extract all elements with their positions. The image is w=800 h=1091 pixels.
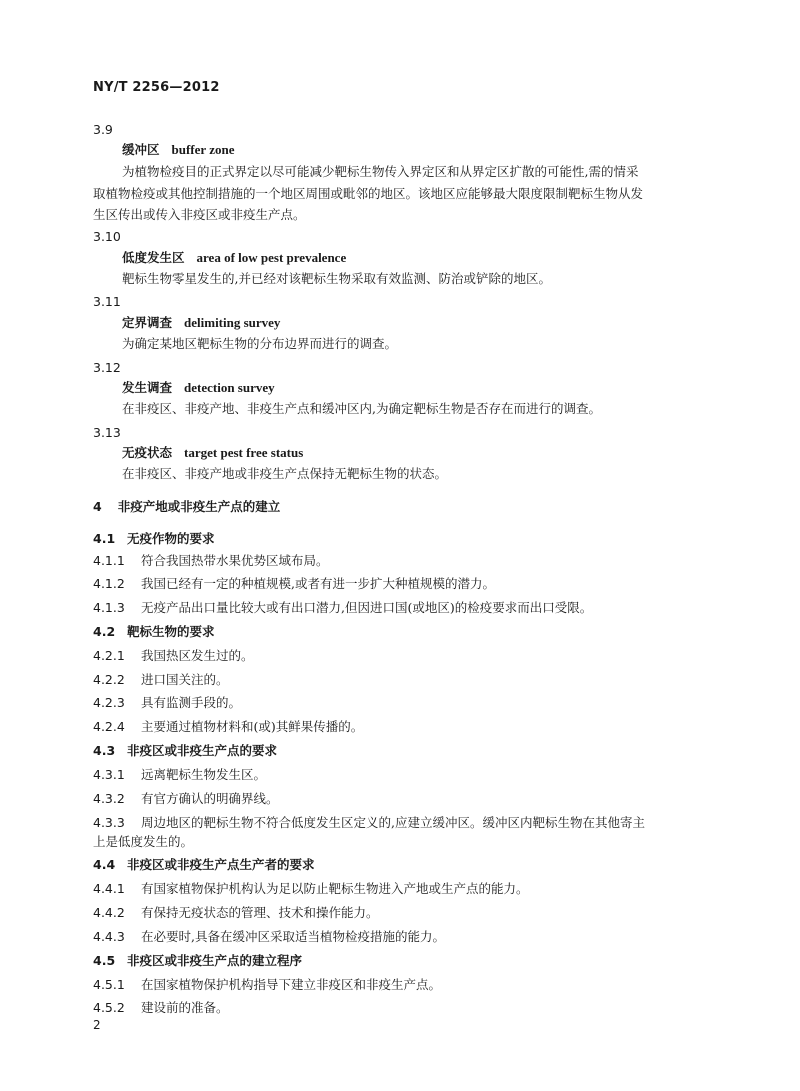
- clause-text: 无疫作物的要求: [127, 531, 215, 546]
- subsection-heading: [93, 531, 215, 547]
- clause-number: 4.3.2: [93, 791, 125, 806]
- clause-number: 4.2.2: [93, 672, 125, 687]
- def-body-line: 为确定某地区靶标生物的分布边界而进行的调查。: [122, 336, 398, 351]
- clause-item: [93, 791, 279, 807]
- clause-item: [93, 719, 363, 735]
- clause-number: 4.5: [93, 953, 116, 968]
- clause-item: [93, 672, 229, 688]
- clause-item: [93, 977, 441, 993]
- def-term: 发生调查 detection survey: [122, 380, 275, 395]
- clause-number: 4.3.1: [93, 767, 125, 782]
- clause-text: 在国家植物保护机构指导下建立非疫区和非疫生产点。: [141, 977, 442, 992]
- clause-text: 周边地区的靶标生物不符合低度发生区定义的,应建立缓冲区。缓冲区内靶标生物在其他寄主: [141, 815, 645, 830]
- def-body-line: 为植物检疫目的正式界定以尽可能减少靶标生物传入界定区和从界定区扩散的可能性,需的情采: [122, 164, 639, 179]
- clause-number: 4.5.1: [93, 977, 125, 992]
- clause-item: [93, 695, 241, 711]
- subsection-heading: [93, 743, 277, 759]
- clause-text: 在必要时,具备在缓冲区采取适当植物检疫措施的能力。: [141, 929, 445, 944]
- clause-number: 4.2: [93, 624, 116, 639]
- clause-number: 4.4.1: [93, 881, 125, 896]
- clause-number: 4.5.2: [93, 1000, 125, 1015]
- clause-text: 远离靶标生物发生区。: [141, 767, 267, 782]
- clause-item: [93, 576, 495, 592]
- clause-number: 4.2.3: [93, 695, 125, 710]
- clause-item: [93, 767, 266, 783]
- def-body-line: 生区传出或传入非疫区或非疫生产点。: [93, 207, 306, 222]
- clause-text: 我国已经有一定的种植规模,或者有进一步扩大种植规模的潜力。: [141, 576, 495, 591]
- clause-text: 主要通过植物材料和(或)其鲜果传播的。: [141, 719, 364, 734]
- clause-number: 4.4.2: [93, 905, 125, 920]
- def-term: 低度发生区 area of low pest prevalence: [122, 250, 347, 265]
- def-number: 3.10: [93, 229, 121, 244]
- subsection-heading: [93, 624, 215, 640]
- def-number: 3.12: [93, 360, 121, 375]
- clause-item: [93, 834, 193, 850]
- clause-number: 4.4: [93, 857, 116, 872]
- section-heading: 4 非疫产地或非疫生产点的建立: [93, 499, 281, 514]
- clause-text: 建设前的准备。: [141, 1000, 229, 1015]
- clause-number: 4.1.2: [93, 576, 125, 591]
- clause-text: 非疫区或非疫生产点生产者的要求: [127, 857, 315, 872]
- clause-number: 4.1.3: [93, 600, 125, 615]
- clause-number: 4.2.1: [93, 648, 125, 663]
- def-number: 3.9: [93, 122, 113, 137]
- clause-item: [93, 648, 254, 664]
- clause-item: [93, 905, 379, 921]
- clause-text: 有官方确认的明确界线。: [141, 791, 279, 806]
- clause-text: 有保持无疫状态的管理、技术和操作能力。: [141, 905, 379, 920]
- clause-text: 无疫产品出口量比较大或有出口潜力,但因进口国(或地区)的检疫要求而出口受限。: [141, 600, 593, 615]
- clause-text: 具有监测手段的。: [141, 695, 242, 710]
- standard-code-header: NY/T 2256—2012: [93, 80, 220, 95]
- clause-item: [93, 600, 592, 616]
- clause-number: 4.2.4: [93, 719, 125, 734]
- clause-number: 4.4.3: [93, 929, 125, 944]
- def-body-line: 取植物检疫或其他控制措施的一个地区周围或毗邻的地区。该地区应能够最大限度限制靶标生物从发: [93, 186, 644, 201]
- page-number: 2: [93, 1018, 101, 1032]
- clause-item: [93, 1000, 229, 1016]
- def-number: 3.13: [93, 425, 121, 440]
- def-term: 缓冲区 buffer zone: [122, 142, 235, 157]
- clause-text: 上是低度发生的。: [93, 834, 194, 849]
- clause-number: 4.1: [93, 531, 116, 546]
- clause-item: [93, 881, 529, 897]
- clause-text: 非疫区或非疫生产点的建立程序: [127, 953, 303, 968]
- subsection-heading: [93, 953, 302, 969]
- clause-item: [93, 553, 329, 569]
- def-term: 定界调查 delimiting survey: [122, 315, 281, 330]
- clause-item: [93, 815, 645, 831]
- clause-item: [93, 929, 445, 945]
- clause-number: 4.3: [93, 743, 116, 758]
- subsection-heading: [93, 857, 315, 873]
- def-body-line: 靶标生物零星发生的,并已经对该靶标生物采取有效监测、防治或铲除的地区。: [122, 271, 551, 286]
- def-body-line: 在非疫区、非疫产地或非疫生产点保持无靶标生物的状态。: [122, 466, 448, 481]
- clause-text: 非疫区或非疫生产点的要求: [127, 743, 278, 758]
- def-term: 无疫状态 target pest free status: [122, 445, 304, 460]
- clause-text: 符合我国热带水果优势区域布局。: [141, 553, 329, 568]
- clause-number: 4.3.3: [93, 815, 125, 830]
- clause-text: 进口国关注的。: [141, 672, 229, 687]
- clause-number: 4.1.1: [93, 553, 125, 568]
- def-body-line: 在非疫区、非疫产地、非疫生产点和缓冲区内,为确定靶标生物是否存在而进行的调查。: [122, 401, 601, 416]
- clause-text: 有国家植物保护机构认为足以防止靶标生物进入产地或生产点的能力。: [141, 881, 529, 896]
- clause-text: 我国热区发生过的。: [141, 648, 254, 663]
- def-number: 3.11: [93, 294, 121, 309]
- clause-text: 靶标生物的要求: [127, 624, 215, 639]
